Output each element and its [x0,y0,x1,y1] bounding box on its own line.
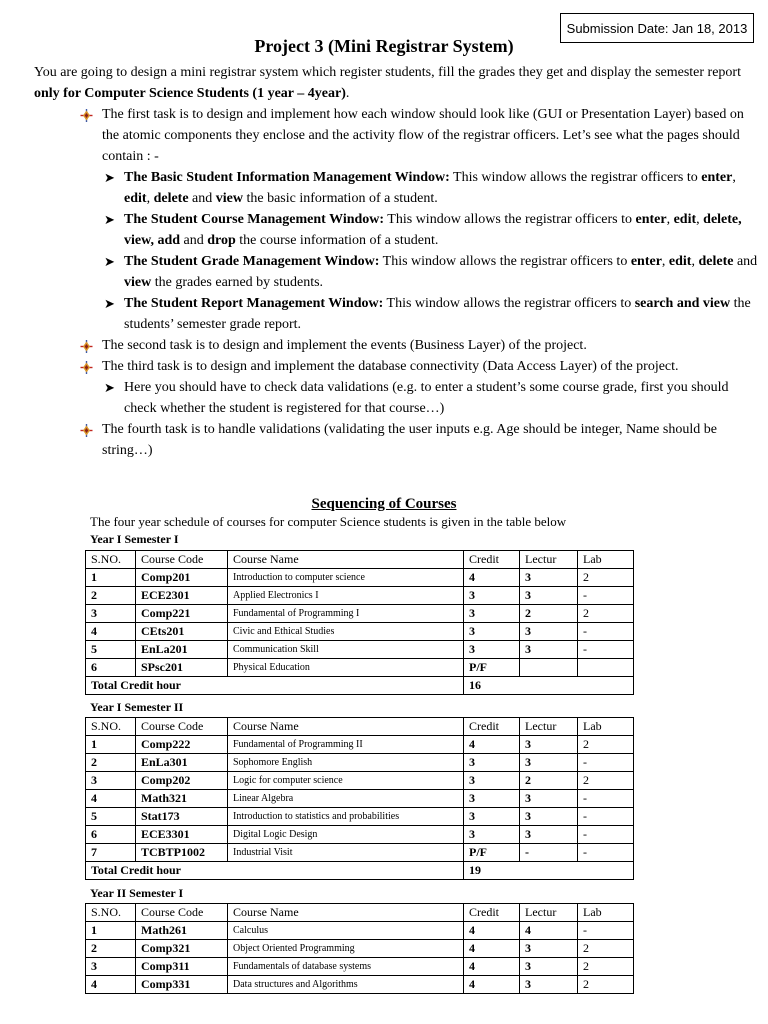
semester-title: Year I Semester II [90,700,184,714]
table-row [86,976,634,994]
column-header: Lab [578,904,634,922]
table-cell: Fundamental of Programming II [228,736,464,754]
column-header: S.NO. [86,551,136,569]
table-cell: 4 [520,922,578,940]
table-row [86,826,634,844]
table-cell: 4 [464,922,520,940]
table-cell: 2 [86,587,136,605]
course-table [85,903,634,994]
table-cell: 3 [520,587,578,605]
table-cell: 3 [464,808,520,826]
pin-bullet-icon [80,361,93,374]
table-cell: 6 [86,826,136,844]
table-cell: Digital Logic Design [228,826,464,844]
task-item-4 [80,419,760,461]
window-desc: This window allows the registrar officers to [379,254,631,269]
action: view [215,191,243,206]
window-desc-end: the students’ semester grade report. [124,296,751,332]
course-table [85,717,634,880]
table-cell: - [578,754,634,772]
table-cell: - [578,922,634,940]
table-cell: 3 [520,754,578,772]
table-cell: Fundamentals of database systems [228,958,464,976]
table-cell: 2 [578,772,634,790]
action: enter [635,212,667,227]
table-cell: 2 [578,940,634,958]
column-header: Credit [464,904,520,922]
table-cell: Comp202 [136,772,228,790]
table-cell: 3 [464,772,520,790]
table-cell: 3 [520,641,578,659]
sequencing-title: Sequencing of Courses [311,496,457,512]
window-list [102,167,760,335]
pin-bullet-icon [80,340,93,353]
column-header: Lectur [520,551,578,569]
column-header: Course Code [136,551,228,569]
table-cell: EnLa201 [136,641,228,659]
window-desc-end: the grades earned by students. [151,275,324,290]
table-cell: 2 [86,754,136,772]
table-cell: 2 [578,736,634,754]
action: view [124,275,152,290]
action: edit [124,191,147,206]
table-cell: CEts201 [136,623,228,641]
pin-bullet-icon [80,424,93,437]
task-3-sub-text: Here you should have to check data validations (e.g. to enter a student’s some course grade, first you should check whether the student is registered for that course…) [124,380,729,416]
arrow-bullet-icon: ➤ [104,254,115,269]
page-title: Project 3 (Mini Registrar System) [254,36,514,56]
sep: , [696,212,704,227]
total-row [86,677,634,695]
table-cell: - [578,790,634,808]
action: search and view [634,296,731,311]
table-cell: 3 [86,772,136,790]
submission-date-box: Submission Date: Jan 18, 2013 [560,13,754,43]
table-cell: Communication Skill [228,641,464,659]
table-cell: ECE2301 [136,587,228,605]
table-cell: Physical Education [228,659,464,677]
table-cell: Stat173 [136,808,228,826]
table-cell: 1 [86,569,136,587]
action: delete [698,254,734,269]
table-cell: P/F [464,844,520,862]
table-cell: 7 [86,844,136,862]
table-cell: Data structures and Algorithms [228,976,464,994]
table-cell: 2 [520,605,578,623]
table-cell: 3 [464,790,520,808]
table-header-row [86,718,634,736]
table-cell: 2 [578,605,634,623]
table-row [86,808,634,826]
table-header-row [86,904,634,922]
table-cell: Industrial Visit [228,844,464,862]
action: edit [673,212,697,227]
table-cell: Comp221 [136,605,228,623]
table-cell: 3 [86,958,136,976]
window-item [102,293,760,335]
column-header: Lab [578,718,634,736]
table-cell [578,659,634,677]
task-item-3 [80,356,760,419]
total-label: Total Credit hour [86,677,464,695]
table-cell: 3 [520,623,578,641]
table-cell: Comp201 [136,569,228,587]
table-cell: Civic and Ethical Studies [228,623,464,641]
table-cell: Comp321 [136,940,228,958]
table-cell: 3 [464,605,520,623]
task-item-1 [80,104,760,335]
table-cell: 3 [520,958,578,976]
column-header: Lectur [520,718,578,736]
table-cell: Math321 [136,790,228,808]
window-item [102,251,760,293]
table-row [86,736,634,754]
table-cell: 3 [520,940,578,958]
table-row [86,958,634,976]
sep: , [732,170,736,185]
table-cell: 3 [464,623,520,641]
table-cell: 1 [86,922,136,940]
table-cell: 5 [86,641,136,659]
table-cell: - [578,623,634,641]
task-3-text: The third task is to design and implement the database connectivity (Data Access Layer) of the project. [102,359,679,374]
task-4-text: The fourth task is to handle validations (validating the user inputs e.g. Age should be integer, Name should be string…) [102,422,717,458]
column-header: S.NO. [86,904,136,922]
table-cell: SPsc201 [136,659,228,677]
task-3-subitem [102,377,760,419]
table-cell: 3 [520,790,578,808]
table-cell: 3 [520,808,578,826]
table-cell: 4 [86,790,136,808]
course-table [85,550,634,695]
table-row [86,754,634,772]
table-cell: 1 [86,736,136,754]
table-cell: 4 [464,940,520,958]
table-cell: 6 [86,659,136,677]
action: edit [668,254,692,269]
column-header: S.NO. [86,718,136,736]
sep: , [691,254,699,269]
table-cell: Linear Algebra [228,790,464,808]
window-name: The Student Course Management Window: [124,212,385,227]
action: enter [701,170,733,185]
table-cell: 4 [464,569,520,587]
window-desc: This window allows the registrar officers to [449,170,702,185]
window-name: The Student Grade Management Window: [124,254,380,269]
table-cell: Calculus [228,922,464,940]
table-cell: 3 [520,569,578,587]
pin-bullet-icon [80,109,93,122]
window-item [102,209,760,251]
table-cell: 2 [578,569,634,587]
intro-end: . [345,86,350,101]
table-cell: - [578,826,634,844]
table-cell: Introduction to statistics and probabilities [228,808,464,826]
task-list [80,104,760,461]
table-row [86,659,634,677]
sep: , [666,212,674,227]
table-cell: 3 [464,826,520,844]
table-cell: 4 [464,736,520,754]
window-item [102,167,760,209]
table-cell: P/F [464,659,520,677]
table-cell: 3 [464,641,520,659]
window-name: The Basic Student Information Management Window: [124,170,450,185]
intro-text: You are going to design a mini registrar system which register students, fill the grades they get and display the semester report [34,65,741,80]
table-cell: 3 [520,826,578,844]
column-header: Credit [464,718,520,736]
table-row [86,605,634,623]
table-cell: 2 [578,958,634,976]
table-cell: 5 [86,808,136,826]
table-cell: 3 [86,605,136,623]
table-row [86,940,634,958]
column-header: Credit [464,551,520,569]
column-header: Course Code [136,904,228,922]
window-desc-end: the basic information of a student. [242,191,438,206]
table-row [86,922,634,940]
task-item-2 [80,335,760,356]
table-cell: Logic for computer science [228,772,464,790]
table-cell: 4 [86,623,136,641]
table-cell: Comp311 [136,958,228,976]
table-cell: - [578,844,634,862]
table-cell: Sophomore English [228,754,464,772]
table-cell: 2 [86,940,136,958]
total-label: Total Credit hour [86,862,464,880]
table-cell: TCBTP1002 [136,844,228,862]
task-2-text: The second task is to design and implement the events (Business Layer) of the project. [102,338,587,353]
table-header-row [86,551,634,569]
window-desc: This window allows the registrar officers to [383,296,635,311]
table-cell: 3 [464,587,520,605]
arrow-bullet-icon: ➤ [104,296,115,311]
table-row [86,844,634,862]
sep: and [733,254,758,269]
task-3-sublist [102,377,760,419]
sep: and [180,233,208,248]
table-cell: 3 [520,976,578,994]
table-cell: 3 [520,736,578,754]
window-desc: This window allows the registrar officers to [384,212,636,227]
sep: , [146,191,154,206]
table-cell [520,659,578,677]
table-cell: Comp331 [136,976,228,994]
intro-paragraph [34,62,754,104]
table-row [86,623,634,641]
table-cell: EnLa301 [136,754,228,772]
column-header: Course Name [228,904,464,922]
table-cell: Fundamental of Programming I [228,605,464,623]
table-cell: 2 [520,772,578,790]
column-header: Course Code [136,718,228,736]
action: enter [630,254,662,269]
semester-title: Year II Semester I [90,886,184,900]
sep: , [661,254,669,269]
window-desc-end: the course information of a student. [235,233,439,248]
table-cell: Comp222 [136,736,228,754]
arrow-bullet-icon: ➤ [104,212,115,227]
window-name: The Student Report Management Window: [124,296,384,311]
table-cell: 2 [578,976,634,994]
table-cell: ECE3301 [136,826,228,844]
total-value: 16 [464,677,634,695]
total-value: 19 [464,862,634,880]
total-row [86,862,634,880]
semester-title: Year I Semester I [90,532,179,546]
table-cell: Math261 [136,922,228,940]
column-header: Course Name [228,551,464,569]
arrow-bullet-icon: ➤ [104,170,115,185]
table-row [86,641,634,659]
table-row [86,587,634,605]
table-cell: Introduction to computer science [228,569,464,587]
arrow-bullet-icon: ➤ [104,380,115,395]
task-1-text: The first task is to design and implement how each window should look like (GUI or Presentation Layer) based on the atomic components they enclose and the activity flow of the registrar officers. Let’s see what the pages should contain : - [102,107,744,164]
table-cell: Object Oriented Programming [228,940,464,958]
column-header: Course Name [228,718,464,736]
table-cell: - [578,808,634,826]
table-cell: - [578,641,634,659]
intro-emphasis: only for Computer Science Students (1 year – 4year) [34,86,346,101]
sequencing-description: The four year schedule of courses for computer Science students is given in the table below [90,514,567,529]
column-header: Lectur [520,904,578,922]
sep: and [188,191,216,206]
table-cell: 4 [464,976,520,994]
table-cell: 3 [464,754,520,772]
table-cell: - [520,844,578,862]
table-row [86,790,634,808]
action: delete [153,191,189,206]
column-header: Lab [578,551,634,569]
table-cell: 4 [464,958,520,976]
table-cell: - [578,587,634,605]
action: delete, view, add [124,212,742,248]
table-cell: 4 [86,976,136,994]
table-row [86,772,634,790]
table-row [86,569,634,587]
action: drop [207,233,236,248]
table-cell: Applied Electronics I [228,587,464,605]
